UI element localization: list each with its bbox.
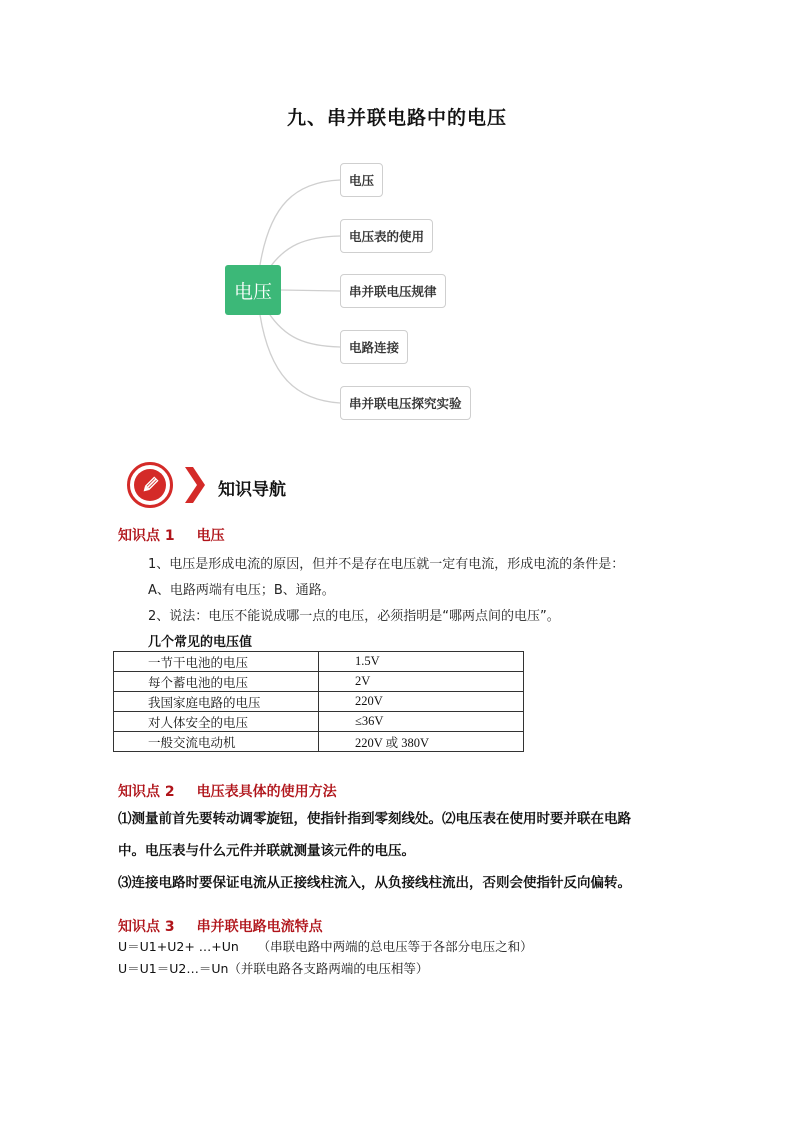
kp1-title: 电压 — [196, 528, 225, 544]
table-row — [114, 652, 524, 672]
kp2-paragraph-2: 中。电压表与什么元件并联就测量该元件的电压。 — [118, 843, 415, 859]
connector-1 — [260, 180, 340, 265]
mindmap-node-experiment: 串并联电压探究实验 — [340, 386, 471, 420]
table-cell-item: 一节干电池的电压 — [114, 652, 319, 672]
table-cell-item: 每个蓄电池的电压 — [114, 672, 319, 692]
kp2-heading — [118, 781, 337, 801]
section-title-knowledge-nav: 知识导航 — [218, 480, 286, 500]
kp2-paragraph-3: ⑶连接电路时要保证电流从正接线柱流入，从负接线柱流出，否则会使指针反向偏转。 — [118, 875, 631, 891]
table-cell-value: ≤36V — [319, 712, 524, 732]
table-row — [114, 692, 524, 712]
kp3-label: 知识点 3 — [118, 919, 175, 935]
mindmap-node-circuit-connection: 电路连接 — [340, 330, 408, 364]
kp3-formula-parallel: U＝U1＝U2…＝Un（并联电路各支路两端的电压相等） — [118, 961, 429, 976]
kp2-title: 电压表具体的使用方法 — [196, 784, 337, 800]
kp1-paragraph-1: 1、电压是形成电流的原因，但并不是存在电压就一定有电流，形成电流的条件是： — [148, 557, 625, 572]
table-row — [114, 672, 524, 692]
mindmap-node-series-parallel-rule: 串并联电压规律 — [340, 274, 446, 308]
connector-3 — [281, 290, 340, 291]
kp1-paragraph-3: 2、说法：电压不能说成哪一点的电压，必须指明是“哪两点间的电压”。 — [148, 609, 560, 624]
table-cell-item: 我国家庭电路的电压 — [114, 692, 319, 712]
kp3-heading — [118, 916, 323, 936]
table-row — [114, 712, 524, 732]
kp2-paragraph-1: ⑴测量前首先要转动调零旋钮，使指针指到零刻线处。⑵电压表在使用时要并联在电路 — [118, 811, 631, 827]
voltage-table — [113, 651, 524, 752]
page-title: 九、串并联电路中的电压 — [286, 107, 507, 129]
kp2-label: 知识点 2 — [118, 784, 175, 800]
mindmap-node-voltage: 电压 — [340, 163, 383, 197]
kp1-paragraph-2: A、电路两端有电压；B、通路。 — [148, 583, 335, 598]
kp1-label: 知识点 1 — [118, 528, 175, 544]
table-cell-value: 220V — [319, 692, 524, 712]
mindmap-root: 电压 — [225, 265, 281, 315]
table-cell-value: 1.5V — [319, 652, 524, 672]
chevron-right-icon — [183, 465, 207, 505]
table-row — [114, 732, 524, 752]
pencil-icon — [140, 475, 160, 495]
pencil-badge-icon — [127, 462, 173, 508]
table-cell-item: 对人体安全的电压 — [114, 712, 319, 732]
connector-4 — [268, 312, 340, 347]
kp1-heading — [118, 525, 225, 545]
connector-5 — [260, 315, 340, 403]
table-caption: 几个常见的电压值 — [148, 635, 253, 650]
kp3-formula-series: U＝U1+U2+ …+Un （串联电路中两端的总电压等于各部分电压之和） — [118, 939, 533, 954]
table-cell-value: 220V 或 380V — [319, 732, 524, 752]
mindmap-node-voltmeter-use: 电压表的使用 — [340, 219, 433, 253]
table-cell-value: 2V — [319, 672, 524, 692]
kp3-title: 串并联电路电流特点 — [196, 919, 323, 935]
table-cell-item: 一般交流电动机 — [114, 732, 319, 752]
